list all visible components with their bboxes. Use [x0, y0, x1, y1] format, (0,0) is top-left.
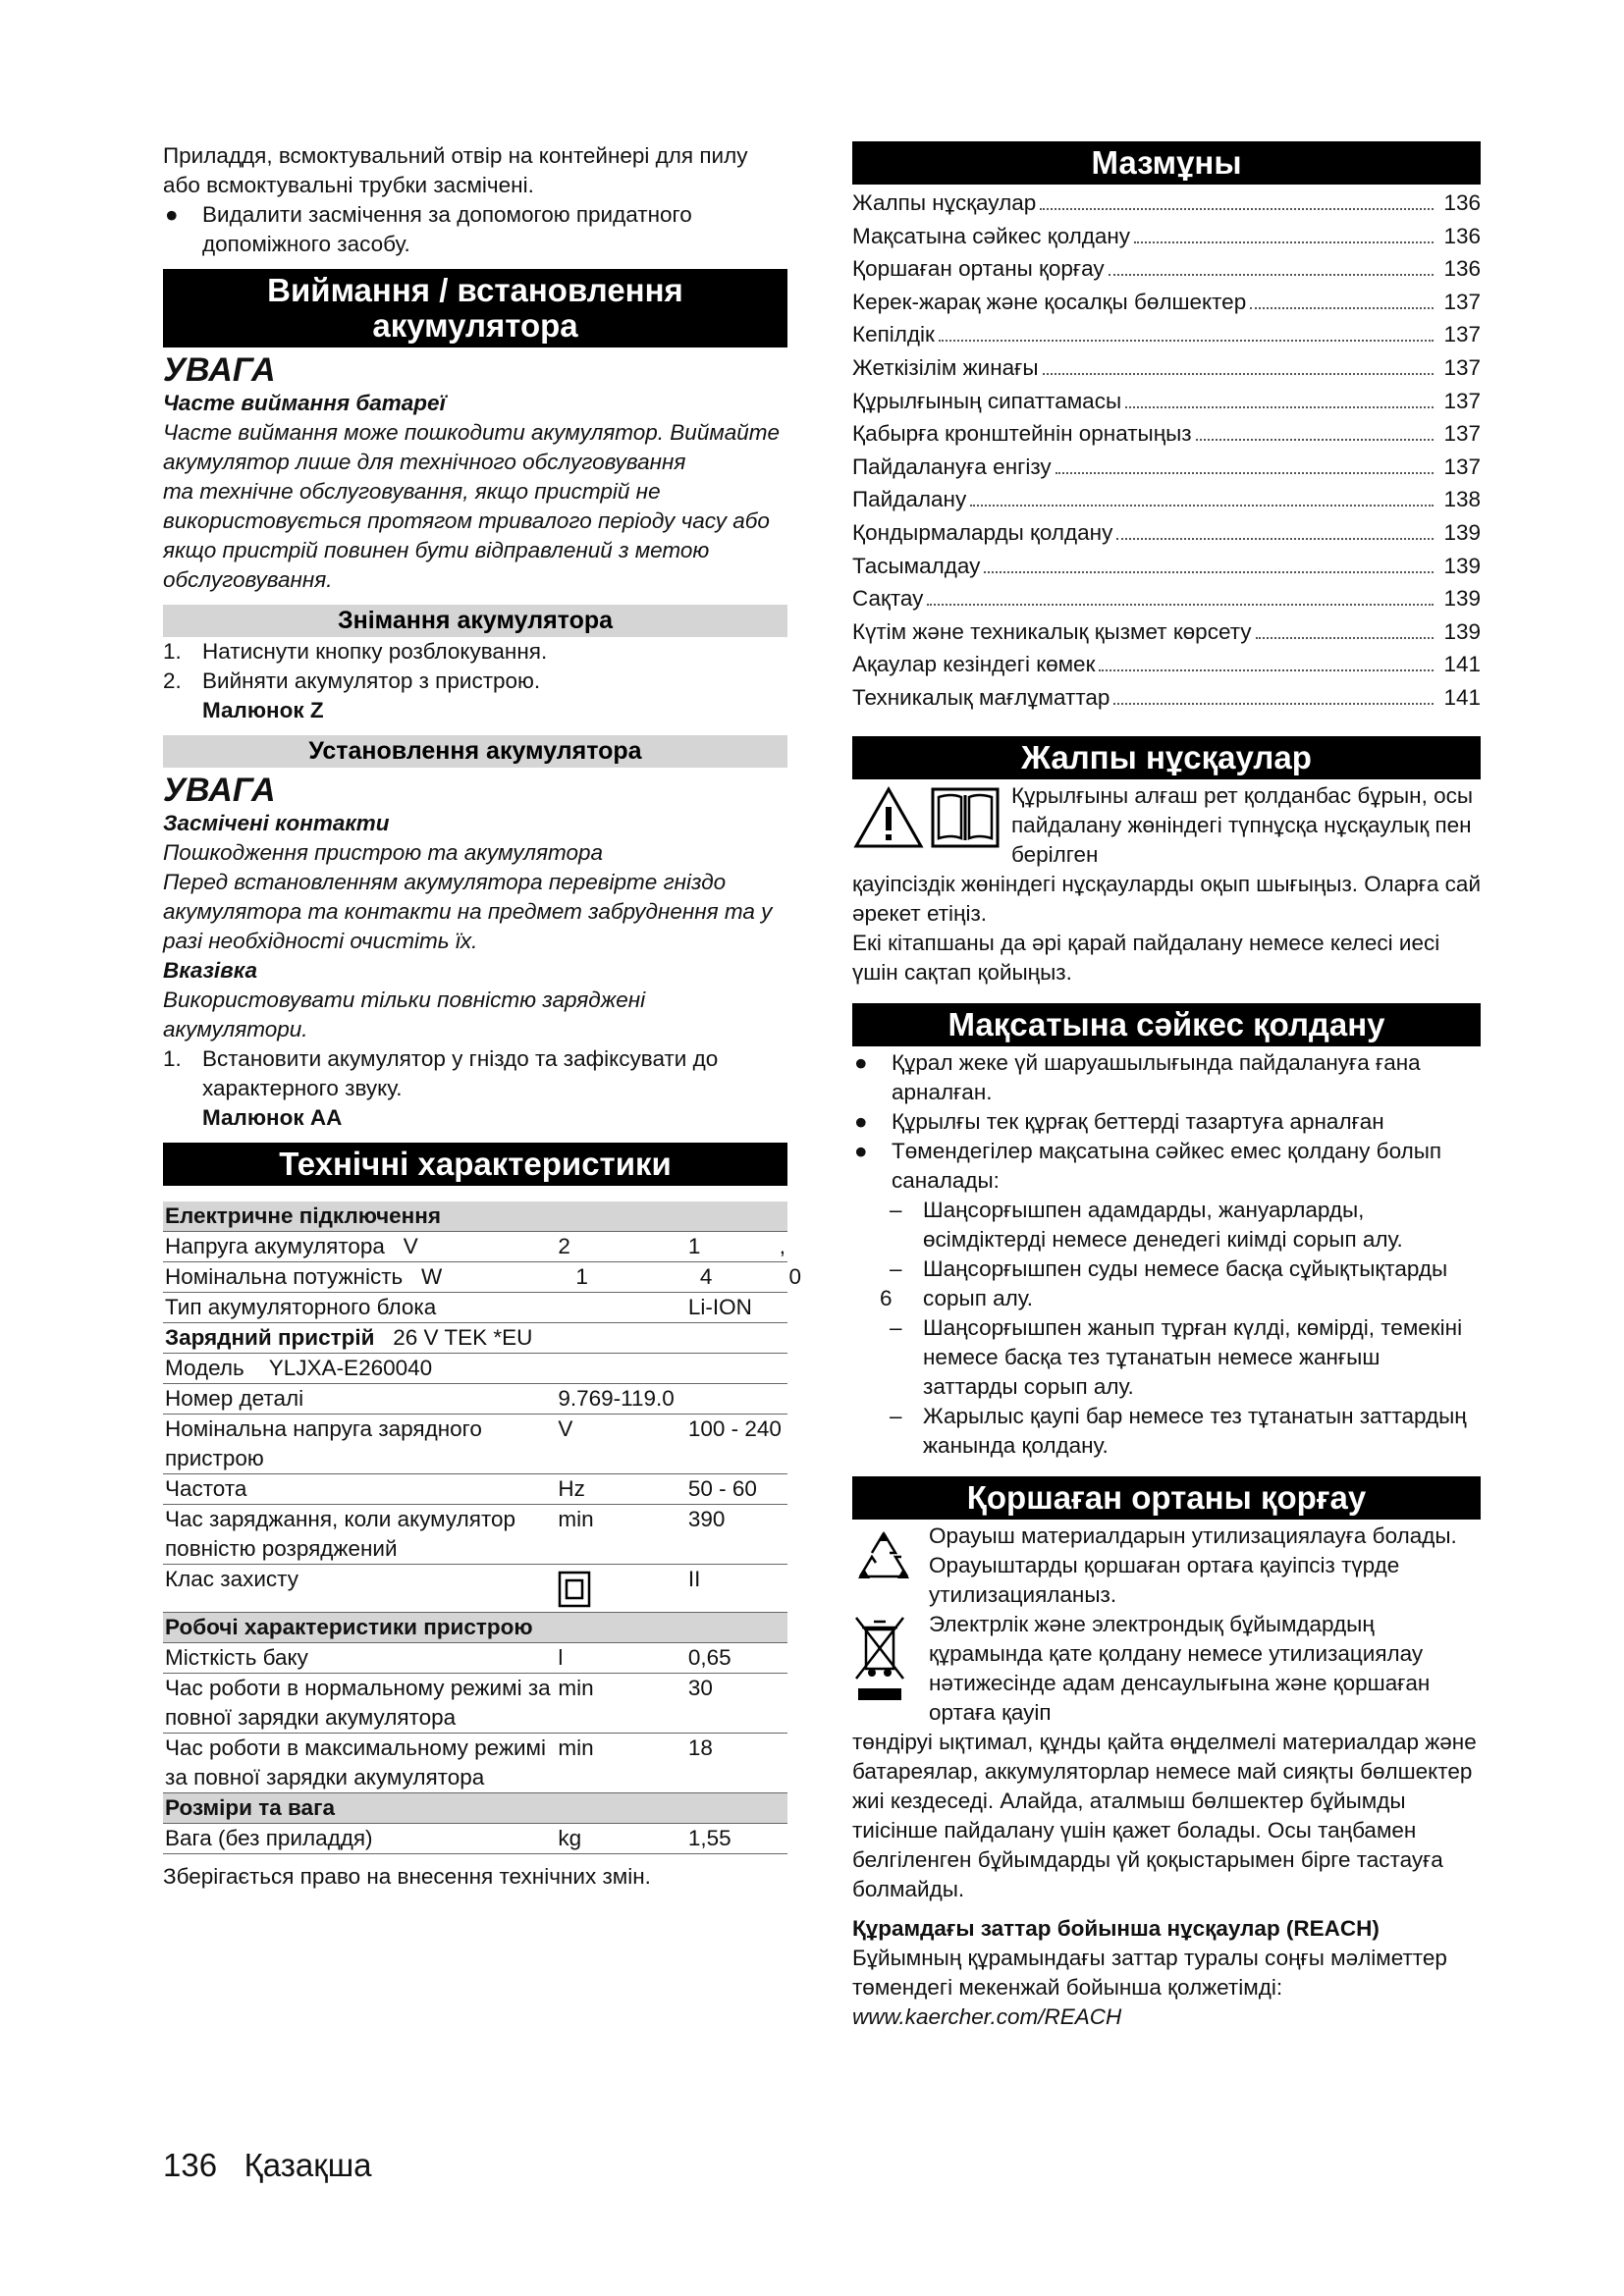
section-title-battery: Виймання / встановлення акумулятора: [163, 269, 787, 347]
env-recycle-block: [852, 1522, 1481, 1610]
section-title-general: Жалпы нұсқаулар: [852, 736, 1481, 779]
table-group-row: Електричне підключення: [163, 1201, 787, 1232]
figure-ref: Малюнок Z: [202, 698, 324, 722]
toc-entry[interactable]: Пайдалануға енгізу 137: [852, 454, 1481, 479]
reach-link[interactable]: www.kaercher.com/REACH: [852, 2003, 1122, 2029]
general-text: қауіпсіздік жөніндегі нұсқауларды оқып шығыңыз. Оларға сай әрекет етіңіз.: [852, 871, 1482, 926]
toc-entry[interactable]: Сақтау 139: [852, 586, 1481, 612]
table-row: Тип акумуляторного блока Li-ION: [163, 1293, 787, 1323]
table-row: Місткість баку l 0,65: [163, 1643, 787, 1674]
env-text: Электрлік және электрондық бұйымдардың құрамында қате қолдану немесе утилизациялау нәтижесінде адам денсаулығына және қоршаған ортаға қауіп: [929, 1611, 1431, 1725]
env-text: Орауыш материалдарын утилизациялауға болады. Орауыштарды қоршаған ортаға қауіпсіз түрде утилизацияланыз.: [929, 1522, 1457, 1607]
toc-entry[interactable]: Керек-жарақ және қосалқы бөлшектер 137: [852, 289, 1481, 314]
toc-entry[interactable]: Құрылғының сипаттамасы 137: [852, 388, 1481, 413]
table-row: Номер деталі 9.769-119.0: [163, 1384, 787, 1415]
table-row: Час заряджання, коли акумулятор повністю розряджений min 390: [163, 1505, 787, 1565]
toc-entry[interactable]: Ақаулар кезіндегі көмек 141: [852, 652, 1481, 677]
section-title-environment: Қоршаған ортаны қорғау: [852, 1476, 1481, 1520]
warning-text: Перед встановленням акумулятора перевірте гніздо акумулятора та контакти на предмет забруднення та у разі необхідності очистіть їх.: [163, 870, 773, 953]
toc-entry[interactable]: Қабырға кронштейнін орнатыңыз 137: [852, 421, 1481, 447]
subsection-removal: Знімання акумулятора: [163, 605, 787, 637]
spec-table: [163, 1201, 801, 1854]
general-text: Құрылғыны алғаш рет қолданбас бұрын, осы пайдалану жөніндегі түпнұсқа нұсқаулық пен берілген: [1011, 782, 1474, 867]
table-row: Напруга акумулятора V 2 1 ,: [163, 1232, 787, 1262]
table-row: Модель YLJXA-E260040: [163, 1354, 787, 1384]
reserve-note: Зберігається право на внесення технічних змін.: [163, 1864, 651, 1889]
stray-marker: 6: [880, 1285, 893, 1310]
warning-title: УВАГА: [163, 351, 276, 389]
warning-text: Пошкодження пристрою та акумулятора: [163, 840, 603, 865]
figure-ref: Малюнок AA: [202, 1105, 343, 1130]
warning-text: Часте виймання може пошкодити акумулятор. Виймайте акумулятор лише для технічного обслуговування: [163, 420, 781, 474]
toc-entry[interactable]: Тасымалдау 139: [852, 553, 1481, 578]
warning-subtitle: Часте виймання батареї: [163, 391, 446, 415]
page-footer: [163, 2146, 372, 2185]
warning-triangle-icon: [852, 785, 925, 850]
reach-text: Бұйымның құрамындағы заттар туралы соңғы мәліметтер төмендегі мекенжай бойынша қолжетімді: www.kaercher.com/REACH: [852, 1945, 1447, 2029]
warning-contacts: [163, 772, 787, 1044]
recycle-icon: [852, 1527, 915, 1586]
env-weee-block: [852, 1610, 1481, 1728]
env-text: төндіруі ықтимал, құнды қайта өңделмелі материалдар және батареялар, аккумуляторлар немесе май сияқты бөлшектер жиі кездеседі. Алайда, аталмыш бөлшектер бұйымды тиісінше пайдалану үшін қажет болады. Осы таңбамен белгіленген бұйымдарды үй қоқыстарымен бірге тастауға болмайды.: [852, 1729, 1477, 1901]
table-group-row: Зарядний пристрій 26 V TEK *EU: [163, 1323, 787, 1354]
list-item: ● Құрал жеке үй шаруашылығында пайдалануға ғана арналған.: [854, 1049, 1421, 1104]
step: 1. Встановити акумулятор у гніздо та зафіксувати до характерного звуку.: [163, 1046, 719, 1100]
table-row: Час роботи в максимальному режимі за повної зарядки акумулятора min 18: [163, 1734, 787, 1793]
list-subitem: – Шаңсорғышпен жанып тұрған күлді, көмірді, темекіні немесе басқа тез тұтанатын немесе жанғыш заттарды сорып алу.: [890, 1314, 1463, 1399]
list-item: ● Төмендегілер мақсатына сәйкес емес қолдану болып саналады:: [854, 1138, 1442, 1193]
section-title-specs: Технічні характеристики: [163, 1143, 787, 1186]
table-row: Номінальна напруга зарядного пристрою V 100 - 240: [163, 1415, 787, 1474]
toc-list: [852, 187, 1481, 715]
left-column: [163, 141, 801, 1892]
warning-text: та технічне обслуговування, якщо пристрій не використовується протягом тривалого періоду часу або якщо пристрій повинен бути відправлений з метою обслуговування.: [163, 479, 770, 592]
subsection-install: Установлення акумулятора: [163, 735, 787, 768]
list-subitem: – Шаңсорғышпен адамдарды, жануарларды, өсімдіктерді немесе денедегі киімді сорып алу.: [890, 1197, 1403, 1252]
intro-bullet: ● Видалити засмічення за допомогою придатного допоміжного засобу.: [165, 202, 692, 256]
toc-title: Мазмұны: [852, 141, 1481, 185]
list-item: ● Құрылғы тек құрғақ беттерді тазартуға арналған: [854, 1108, 1384, 1134]
bullet-icon: ●: [165, 202, 179, 227]
warning-frequent-removal: [163, 351, 787, 595]
note-text: Використовувати тільки повністю заряджені акумулятори.: [163, 988, 646, 1041]
toc-entry[interactable]: Күтім және техникалық қызмет көрсету 139: [852, 618, 1481, 644]
table-group-row: Розміри та вага: [163, 1793, 787, 1824]
language-label: Қазақша: [244, 2147, 372, 2183]
intro-line: Приладдя, всмоктувальний отвір на контейнері для пилу або всмоктувальні трубки засмічені.: [163, 143, 748, 197]
section-title-intended-use: Мақсатына сәйкес қолдану: [852, 1003, 1481, 1046]
list-subitem: – Жарылыс қаупі бар немесе тез тұтанатын заттардың жанында қолдану.: [890, 1403, 1467, 1458]
warning-subtitle: Засмічені контакти: [163, 811, 390, 835]
toc-entry[interactable]: Қоршаған ортаны қорғау 136: [852, 256, 1481, 282]
table-row: Час роботи в нормальному режимі за повної зарядки акумулятора min 30: [163, 1674, 787, 1734]
table-row: Клас захисту II: [163, 1565, 787, 1613]
toc-entry[interactable]: Мақсатына сәйкес қолдану 136: [852, 223, 1481, 248]
manual-book-icon: [929, 785, 1001, 850]
table-row: Вага (без приладдя) kg 1,55: [163, 1824, 787, 1854]
reach-title: Құрамдағы заттар бойынша нұсқаулар (REACH): [852, 1915, 1380, 1941]
table-group-row: Робочі характеристики пристрою: [163, 1613, 787, 1643]
page-number: 136: [163, 2147, 218, 2183]
step: 2. Вийняти акумулятор з пристрою.: [163, 668, 541, 693]
general-text: Екі кітапшаны да әрі қарай пайдалану немесе келесі иесі үшін сақтап қойыңыз.: [852, 930, 1440, 985]
toc-entry[interactable]: Жалпы нұсқаулар 136: [852, 190, 1481, 215]
toc-entry[interactable]: Пайдалану 138: [852, 487, 1481, 512]
warning-title: УВАГА: [163, 772, 276, 809]
right-column: [852, 141, 1481, 2032]
toc-entry[interactable]: Техникалық мағлұматтар 141: [852, 684, 1481, 710]
table-row: Частота Hz 50 - 60: [163, 1474, 787, 1505]
list-subitem: – Шаңсорғышпен суды немесе басқа сұйықтықтарды сорып алу. 6: [852, 1255, 1481, 1313]
toc-entry[interactable]: Қондырмаларды қолдану 139: [852, 519, 1481, 545]
toc-entry[interactable]: Жеткізілім жинағы 137: [852, 354, 1481, 380]
toc-entry[interactable]: Кепілдік 137: [852, 322, 1481, 347]
note-label: Вказівка: [163, 958, 257, 983]
crossed-bin-icon: [852, 1614, 907, 1704]
step: 1. Натиснути кнопку розблокування.: [163, 639, 548, 664]
protection-class-ii-icon: [558, 1571, 591, 1608]
general-notes: [852, 781, 1481, 870]
table-row: Номінальна потужність W 1 4 0: [163, 1262, 787, 1293]
